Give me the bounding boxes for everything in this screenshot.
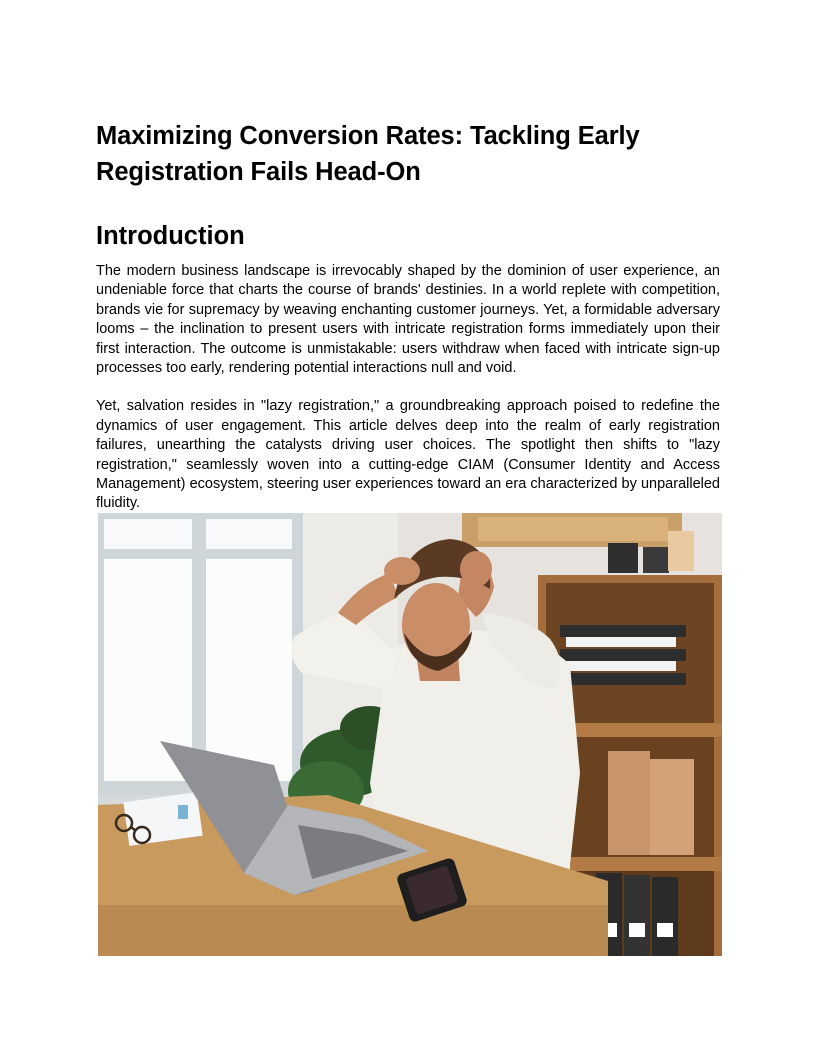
article-title: Maximizing Conversion Rates: Tackling Early Registration Fails Head-On (96, 122, 640, 186)
section-heading-introduction: Introduction (96, 222, 245, 250)
stressed-man-at-laptop-photo (98, 513, 722, 956)
intro-paragraph-2: Yet, salvation resides in "lazy registration," a groundbreaking approach poised to redefine the dynamics of user engagement. This article delves deep into the realm of early registration failures, unearthing the catalysts driving user choices. The spotlight then shifts to "lazy registration," seamlessly woven into a cutting-edge CIAM (Consumer Identity and Access Management) ecosystem, steering user experiences toward an era characterized by unparalleled fluidity. (96, 398, 720, 512)
cup (608, 543, 638, 573)
document-page (96, 118, 720, 514)
intro-paragraph-1: The modern business landscape is irrevocably shaped by the dominion of user experience, an undeniable force that charts the course of brands' destinies. In a world replete with competition, brands vie for supremacy by weaving enchanting customer journeys. Yet, a formidable adversary looms – the inclination to present users with intricate registration forms immediately upon their first interaction. The outcome is unmistakable: users withdraw when faced with intricate sign-up processes too early, rendering potential interactions null and void. (96, 263, 720, 377)
